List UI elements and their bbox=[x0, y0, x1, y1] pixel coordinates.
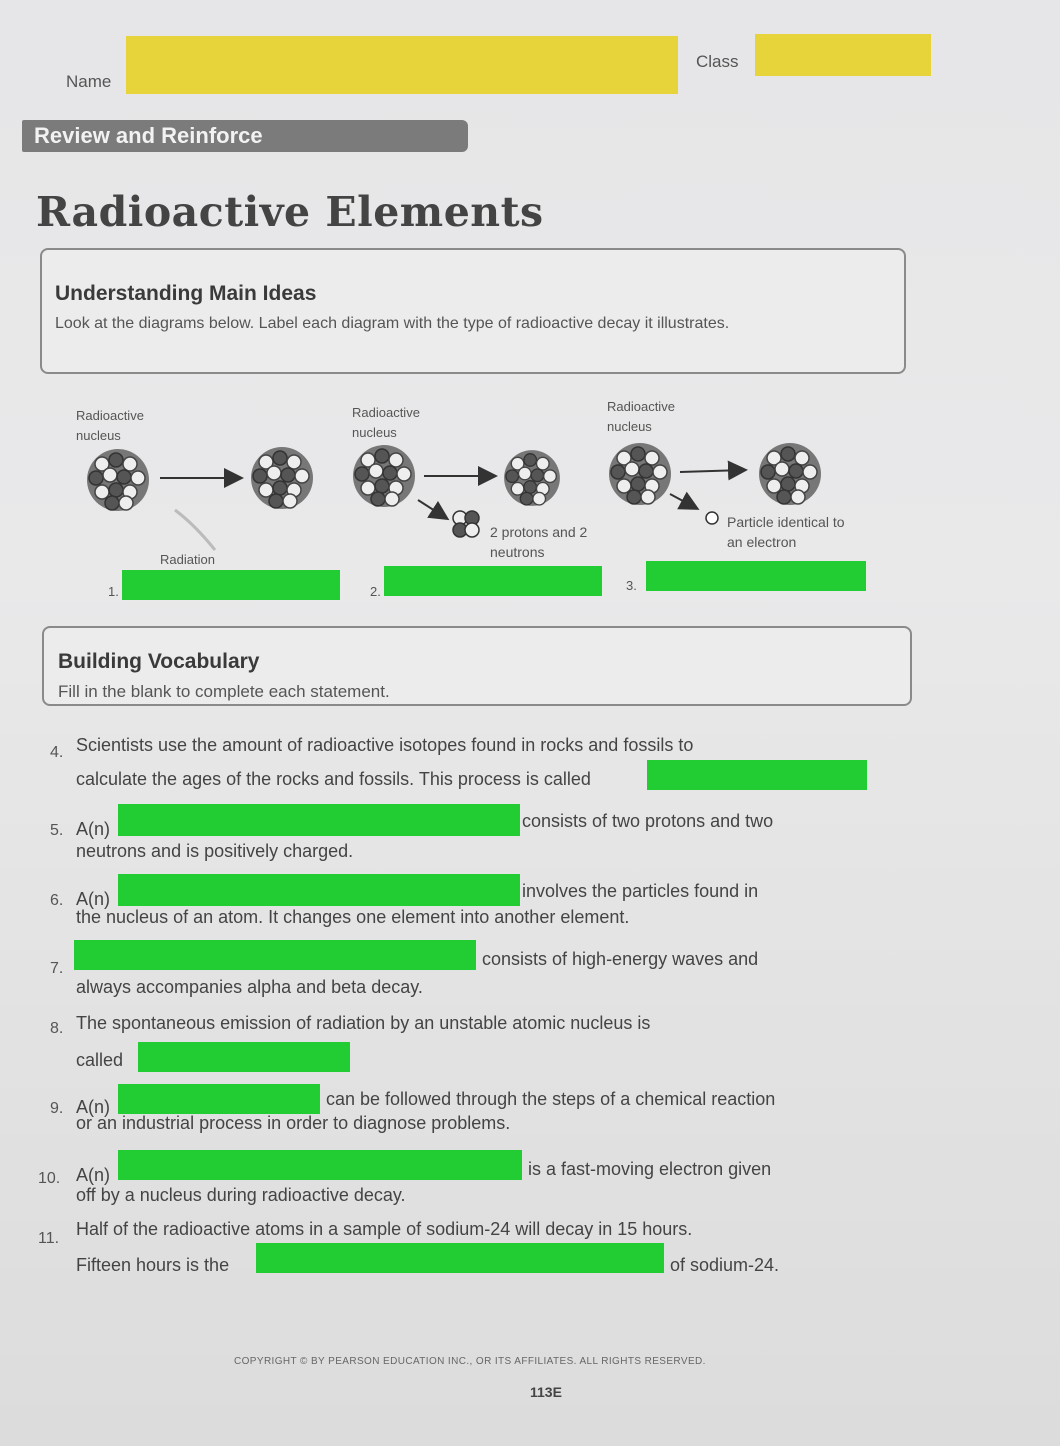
q11-answer-field[interactable] bbox=[256, 1243, 664, 1273]
q7-answer-field[interactable] bbox=[74, 940, 476, 970]
page-number: 113E bbox=[530, 1384, 562, 1400]
q8-number: 8. bbox=[50, 1020, 64, 1037]
q8-line2: called bbox=[76, 1050, 124, 1070]
section-banner: Review and Reinforce bbox=[22, 120, 468, 152]
product-nucleus-3 bbox=[759, 443, 821, 505]
diagram3-caption: Particle identical to an electron bbox=[727, 514, 845, 550]
q5-number: 5. bbox=[50, 822, 64, 839]
q4-line2: calculate the ages of the rocks and fossils. This process is called bbox=[76, 769, 591, 789]
q11-pre: Fifteen hours is the bbox=[76, 1255, 230, 1275]
q7-post: consists of high-energy waves and bbox=[482, 949, 759, 969]
answer-3-field[interactable] bbox=[646, 561, 866, 591]
vocabulary-instructions: Fill in the blank to complete each statement. bbox=[58, 682, 390, 701]
main-ideas-box bbox=[40, 248, 906, 374]
diagram1-caption: Radiation bbox=[160, 552, 215, 567]
q9-post: can be followed through the steps of a chemical reaction bbox=[326, 1089, 776, 1109]
name-field[interactable] bbox=[126, 36, 678, 94]
q10-line2: off by a nucleus during radioactive decay. bbox=[76, 1185, 406, 1205]
copyright-notice: COPYRIGHT © BY PEARSON EDUCATION INC., OR ITS AFFILIATES. ALL RIGHTS RESERVED. bbox=[234, 1356, 706, 1367]
q11-post: of sodium-24. bbox=[670, 1255, 780, 1275]
radioactive-nucleus-2 bbox=[353, 445, 415, 507]
vocabulary-box bbox=[42, 626, 912, 706]
q4-number: 4. bbox=[50, 744, 64, 761]
diagram2-label: Radioactive nucleus bbox=[352, 405, 420, 440]
q10-number: 10. bbox=[38, 1170, 61, 1187]
q6-line2: the nucleus of an atom. It changes one element into another element. bbox=[76, 907, 630, 927]
answer-1-field[interactable] bbox=[122, 570, 340, 600]
q6-number: 6. bbox=[50, 892, 64, 909]
q11-number: 11. bbox=[38, 1230, 60, 1247]
q5-post: consists of two protons and two bbox=[522, 811, 774, 831]
main-ideas-heading: Understanding Main Ideas bbox=[55, 282, 317, 305]
radioactive-nucleus-3 bbox=[609, 443, 671, 505]
q10-answer-field[interactable] bbox=[118, 1150, 522, 1180]
q5-pre: A(n) bbox=[76, 819, 111, 839]
alpha-particle bbox=[453, 511, 479, 537]
diagram3-label: Radioactive nucleus bbox=[607, 399, 675, 434]
q9-number: 9. bbox=[50, 1100, 64, 1117]
q5-line2: neutrons and is positively charged. bbox=[76, 841, 354, 861]
answer-2-number: 2. bbox=[370, 584, 381, 599]
q5-answer-field[interactable] bbox=[118, 804, 520, 836]
vocabulary-heading: Building Vocabulary bbox=[58, 650, 260, 673]
q6-post: involves the particles found in bbox=[522, 881, 759, 901]
q7-number: 7. bbox=[50, 960, 64, 977]
q9-line2: or an industrial process in order to diagnose problems. bbox=[76, 1113, 511, 1133]
answer-3-number: 3. bbox=[626, 578, 637, 593]
main-ideas-instructions: Look at the diagrams below. Label each diagram with the type of radioactive decay it illustrates. bbox=[55, 315, 730, 332]
q6-pre: A(n) bbox=[76, 889, 111, 909]
product-nucleus-1 bbox=[251, 447, 313, 509]
answer-1-number: 1. bbox=[108, 584, 119, 599]
electron-particle bbox=[706, 512, 718, 524]
q9-pre: A(n) bbox=[76, 1097, 111, 1117]
q8-line1: The spontaneous emission of radiation by an unstable atomic nucleus is bbox=[76, 1013, 651, 1033]
q10-pre: A(n) bbox=[76, 1165, 111, 1185]
answer-2-field[interactable] bbox=[384, 566, 602, 596]
q7-line2: always accompanies alpha and beta decay. bbox=[76, 977, 423, 997]
product-nucleus-2 bbox=[504, 450, 560, 506]
q11-line1: Half of the radioactive atoms in a sample of sodium-24 will decay in 15 hours. bbox=[76, 1219, 693, 1239]
page-title: Radioactive Elements bbox=[36, 188, 544, 236]
diagram2-caption: 2 protons and 2 neutrons bbox=[490, 524, 588, 560]
name-label: Name bbox=[66, 72, 112, 91]
radioactive-nucleus-1 bbox=[87, 449, 149, 511]
q8-answer-field[interactable] bbox=[138, 1042, 350, 1072]
diagram1-label: Radioactive nucleus bbox=[76, 408, 144, 443]
q10-post: is a fast-moving electron given bbox=[528, 1159, 772, 1179]
class-label: Class bbox=[696, 52, 739, 71]
class-field[interactable] bbox=[755, 34, 931, 76]
q4-line1: Scientists use the amount of radioactive isotopes found in rocks and fossils to bbox=[76, 735, 694, 755]
q4-answer-field[interactable] bbox=[647, 760, 867, 790]
